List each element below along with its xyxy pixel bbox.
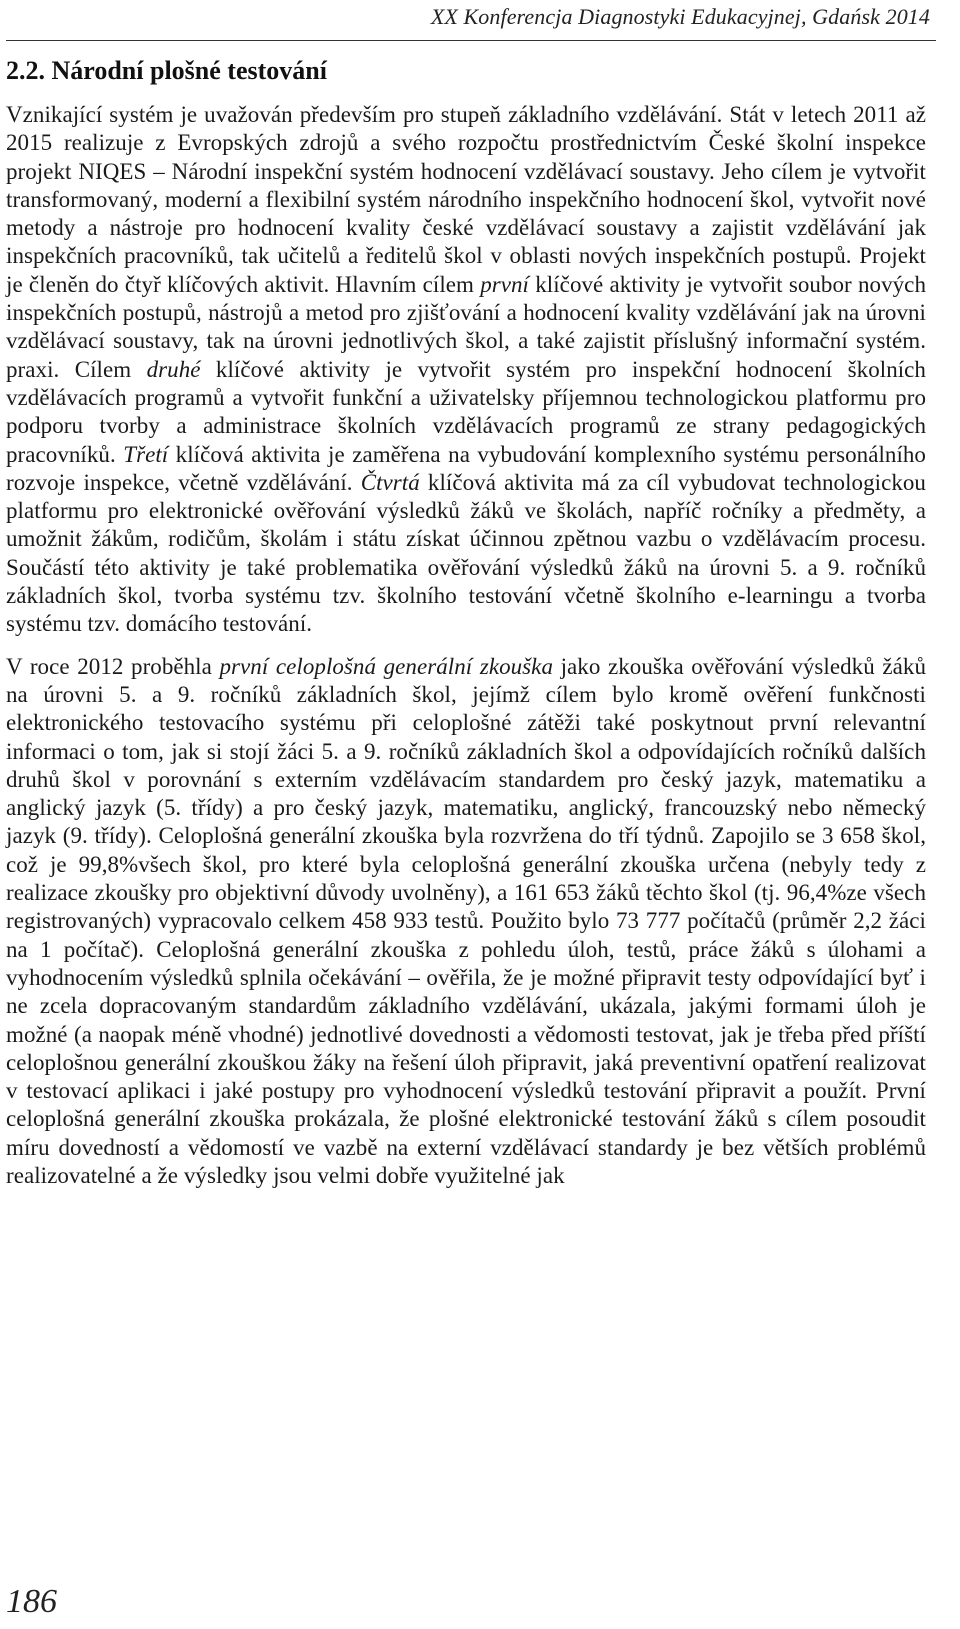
paragraph-general-test [6, 653, 926, 1191]
running-header: XX Konferencja Diagnostyki Edukacyjnej, Gdańsk 2014 [430, 4, 930, 29]
header-rule [6, 40, 936, 41]
emphasis-second: druhé [146, 356, 201, 382]
emphasis-fourth: Čtvrtá [360, 469, 420, 495]
page-number: 186 [6, 1583, 57, 1620]
paragraph-niqes [6, 101, 926, 639]
text-run: klíčové aktivity je vytvořit soubor nových inspekčních postupů, nástrojů a metod pro zjišťování a hodnocení kvality vzdělávání jak na úrovni vzdělávací soustavy, tak na úrovni jednotlivých škol, a také zajistit příslušný informační systém. praxi. Cílem [6, 271, 926, 382]
text-run: klíčová aktivita má za cíl vybudovat technologickou platformu pro elektronické ověřování výsledků žáků ve školách, napříč ročníky a předměty, a umožnit žákům, rodičům, školám i státu získat účinnou zpětnou vazbu o vzdělávacím procesu. Součástí této aktivity je také problematika ověřování výsledků žáků na úrovni 5. a 9. ročníků základních škol, tvorba systému tzv. školního testování včetně školního e-learningu a tvorba systému tzv. domácího testování. [6, 469, 926, 637]
text-run: Vznikající systém je uvažován především pro stupeň základního vzdělávání. Stát v letech 2011 až 2015 realizuje z Evropských zdrojů a svého rozpočtu prostřednictvím České školní inspekce projekt NIQES – Národní inspekční systém hodnocení vzdělávací soustavy. Jeho cílem je vytvořit transformovaný, moderní a flexibilní systém národního inspekčního hodnocení škol, vytvořit nové metody a nástroje pro hodnocení kvality české vzdělávací soustavy a zajistit vzdělávání jak inspekčních pracovníků, tak učitelů a ředitelů škol v oblasti nových inspekčních postupů. Projekt je členěn do čtyř klíčových aktivit. Hlavním cílem [6, 102, 926, 297]
emphasis-third: Třetí [123, 441, 169, 467]
section-heading: 2.2. Národní plošné testování [6, 56, 327, 85]
text-run: jako zkouška ověřování výsledků žáků na úrovni 5. a 9. ročníků základních škol, jejímž cílem bylo kromě ověření funkčnosti elektronického testovacího systému při celoplošné zátěži také poskytnout první relevantní informaci o tom, jak si stojí žáci 5. a 9. ročníků základních škol a odpovídajících ročníků dalších druhů škol v porovnání s externím vzdělávacím standardem pro český jazyk, matematiku a anglický jazyk (5. třídy) a pro český jazyk, matematiku, anglický, francouzský nebo německý jazyk (9. třídy). Celoplošná generální zkouška byla rozvržena do tří týdnů. Zapojilo se 3 658 škol, což je 99,8%všech škol, pro které byla celoplošná generální zkouška určena (nebyly tedy z realizace zkoušky pro objektivní důvody uvolněny), a 161 653 žáků těchto škol (tj. 96,4%ze všech registrovaných) vypracovalo celkem 458 933 testů. Použito bylo 73 777 počítačů (průměr 2,2 žáci na 1 počítač). Celoplošná generální zkouška z pohledu úloh, testů, práce žáků s úlohami a vyhodnocením výsledků splnila očekávání – ověřila, že je možné připravit testy odpovídající byť i ne zcela dopracovaným standardům základního vzdělávání, ukázala, jakými formami úloh je možné (a naopak méně vhodné) jednotlivé dovednosti a vědomosti testovat, jak je třeba před příští celoplošnou generální zkouškou žáky na řešení úloh připravit, jaká preventivní opatření realizovat v testovací aplikaci i jaké postupy pro vyhodnocení výsledků testování připravit a použít. První celoplošná generální zkouška prokázala, že plošné elektronické testování žáků s cílem posoudit míru dovedností a vědomostí ve vazbě na externí vzdělávací standardy je bez větších problémů realizovatelné a že výsledky jsou velmi dobře využitelné jak [6, 653, 926, 1188]
body-text [6, 101, 926, 1190]
text-run: V roce 2012 proběhla [6, 653, 220, 679]
emphasis-general-test: první celoplošná generální zkouška [219, 653, 553, 679]
text-run: klíčová aktivita je zaměřena na vybudování komplexního systému personálního rozvoje inspekce, včetně vzdělávání. [6, 441, 926, 495]
text-run: klíčové aktivity je vytvořit systém pro inspekční hodnocení školních vzdělávacích programů a vytvořit funkční a uživatelsky příjemnou technologickou platformu pro podporu tvorby a administrace školních vzdělávacích programů ze strany pedagogických pracovníků. [6, 356, 926, 467]
emphasis-first: první [480, 271, 530, 297]
